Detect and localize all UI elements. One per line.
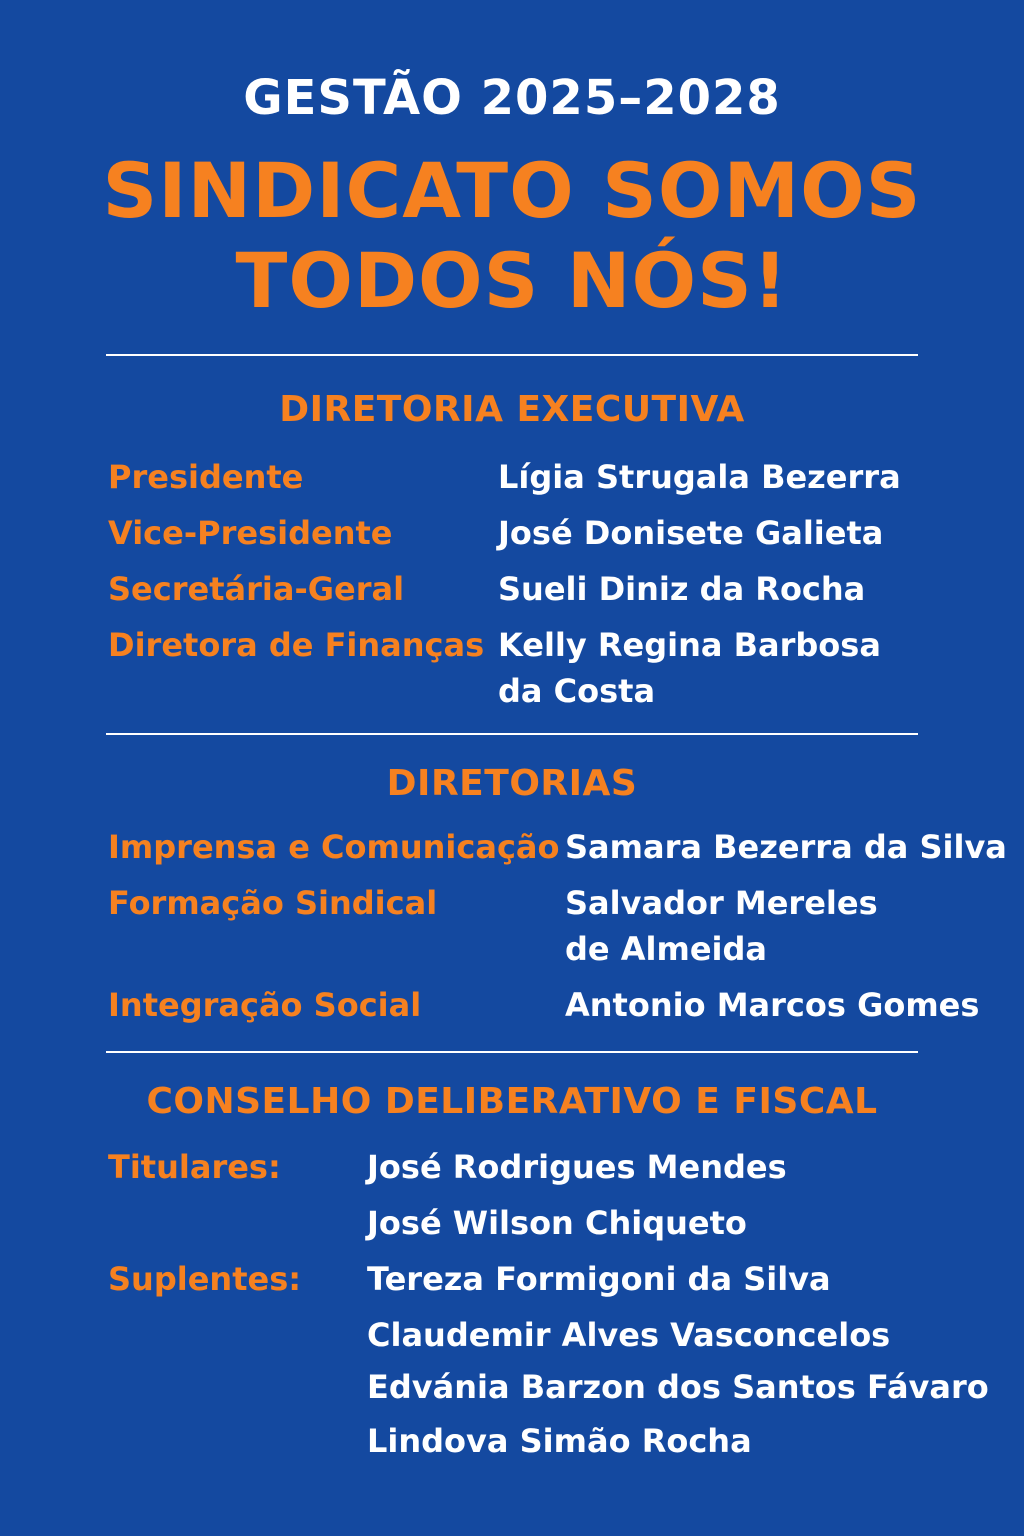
person-name: Samara Bezerra da Silva bbox=[565, 828, 1007, 866]
role-label: Diretora de Finanças bbox=[108, 626, 485, 664]
divider-2 bbox=[106, 733, 918, 735]
person-name-line: Claudemir Alves Vasconcelos bbox=[367, 1316, 891, 1354]
person-name-line: Lindova Simão Rocha bbox=[367, 1422, 752, 1460]
person-name bbox=[565, 880, 878, 972]
role-label: Secretária-Geral bbox=[108, 570, 405, 608]
person-name: Antonio Marcos Gomes bbox=[565, 986, 980, 1024]
page-title bbox=[0, 146, 1024, 326]
titulares-label: Titulares: bbox=[108, 1148, 281, 1186]
section-heading-executive: DIRETORIA EXECUTIVA bbox=[279, 389, 745, 430]
person-name-line: Edvánia Barzon dos Santos Fávaro bbox=[367, 1368, 989, 1406]
section-heading-boards: DIRETORIAS bbox=[386, 763, 638, 804]
person-name-line: José Wilson Chiqueto bbox=[367, 1204, 747, 1242]
person-name-line: da Costa bbox=[498, 672, 656, 710]
role-label: Vice-Presidente bbox=[108, 514, 393, 552]
person-name-line: de Almeida bbox=[565, 930, 767, 968]
title-line-2: TODOS NÓS! bbox=[235, 236, 789, 325]
person-name bbox=[367, 1144, 787, 1256]
role-label: Formação Sindical bbox=[108, 884, 438, 922]
divider-3 bbox=[106, 1051, 918, 1053]
person-name-line: Kelly Regina Barbosa bbox=[498, 626, 881, 664]
suplentes-label: Suplentes: bbox=[108, 1260, 302, 1298]
person-name: Lígia Strugala Bezerra bbox=[498, 458, 901, 496]
person-name: José Donisete Galieta bbox=[498, 514, 884, 552]
section-heading-council: CONSELHO DELIBERATIVO E FISCAL bbox=[146, 1081, 878, 1122]
role-label: Integração Social bbox=[108, 986, 422, 1024]
header-subtitle: GESTÃO 2025–2028 bbox=[243, 70, 781, 126]
person-name: Sueli Diniz da Rocha bbox=[498, 570, 866, 608]
person-name-line: Tereza Formigoni da Silva bbox=[367, 1260, 831, 1298]
person-name-line: Salvador Mereles bbox=[565, 884, 878, 922]
role-label: Imprensa e Comunicação bbox=[108, 828, 560, 866]
divider-1 bbox=[106, 354, 918, 356]
person-name bbox=[498, 622, 881, 714]
person-name bbox=[367, 1256, 989, 1472]
role-label: Presidente bbox=[108, 458, 304, 496]
title-line-1: SINDICATO SOMOS bbox=[102, 146, 922, 235]
person-name-line: José Rodrigues Mendes bbox=[367, 1148, 787, 1186]
